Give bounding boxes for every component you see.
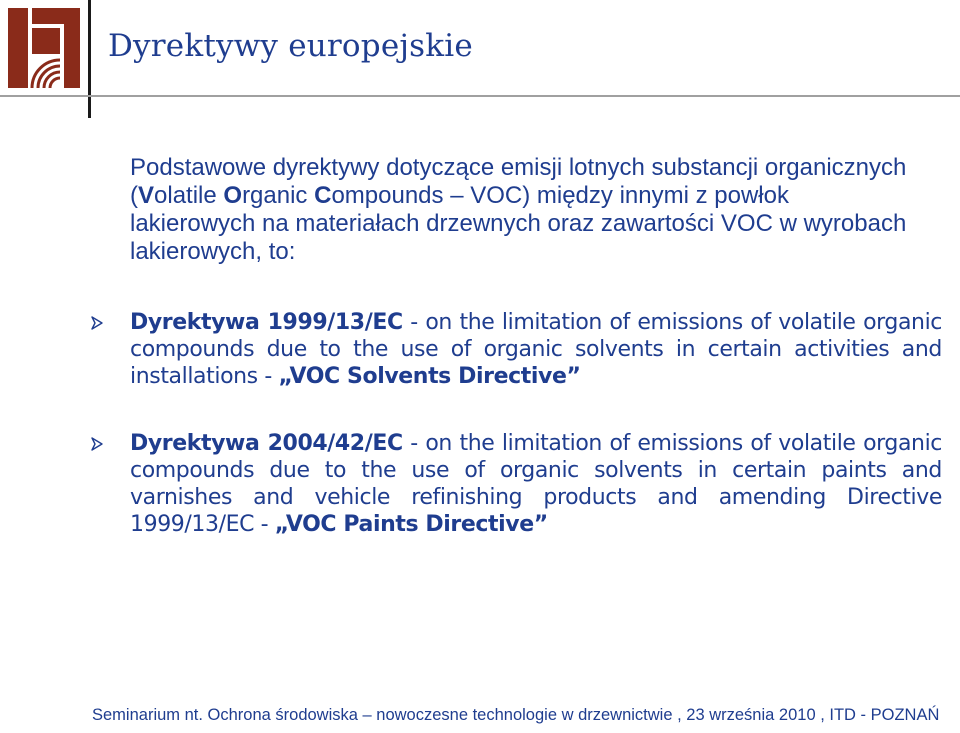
- slide-title: Dyrektywy europejskie: [108, 28, 473, 64]
- header-vertical-rule: [88, 0, 91, 118]
- directive-name: „VOC Solvents Directive”: [278, 364, 581, 389]
- directive-code: Dyrektywa 1999/13/EC: [130, 310, 403, 335]
- directive-text: - on the limitation of emissions of volatile organic compounds due to the use of organic solvents in certain paints and varnishes and vehicle refinishing products and amending Directive 1999/13/EC -: [130, 431, 942, 537]
- directive-item: [90, 430, 942, 538]
- directive-list: [90, 309, 942, 538]
- directive-code: Dyrektywa 2004/42/EC: [130, 431, 403, 456]
- directive-item: [90, 309, 942, 390]
- directive-text: - on the limitation of emissions of volatile organic compounds due to the use of organic solvents in certain activities and installations -: [130, 310, 942, 389]
- arrow-bullet-icon: [90, 316, 104, 330]
- itd-logo: [2, 2, 86, 94]
- arrow-bullet-icon: [90, 437, 104, 451]
- header-horizontal-rule: [0, 95, 960, 97]
- intro-paragraph: Podstawowe dyrektywy dotyczące emisji lotnych substancji organicznych (Volatile Organic Compounds – VOC) między innymi z powłok lakierowych na materiałach drzewnych oraz zawartości VOC w wyrobach lakierowych, to:: [130, 154, 907, 265]
- slide-footer: Seminarium nt. Ochrona środowiska – nowoczesne technologie w drzewnictwie , 23 września 2010 , ITD - POZNAŃ: [92, 706, 940, 724]
- directive-name: „VOC Paints Directive”: [274, 512, 548, 537]
